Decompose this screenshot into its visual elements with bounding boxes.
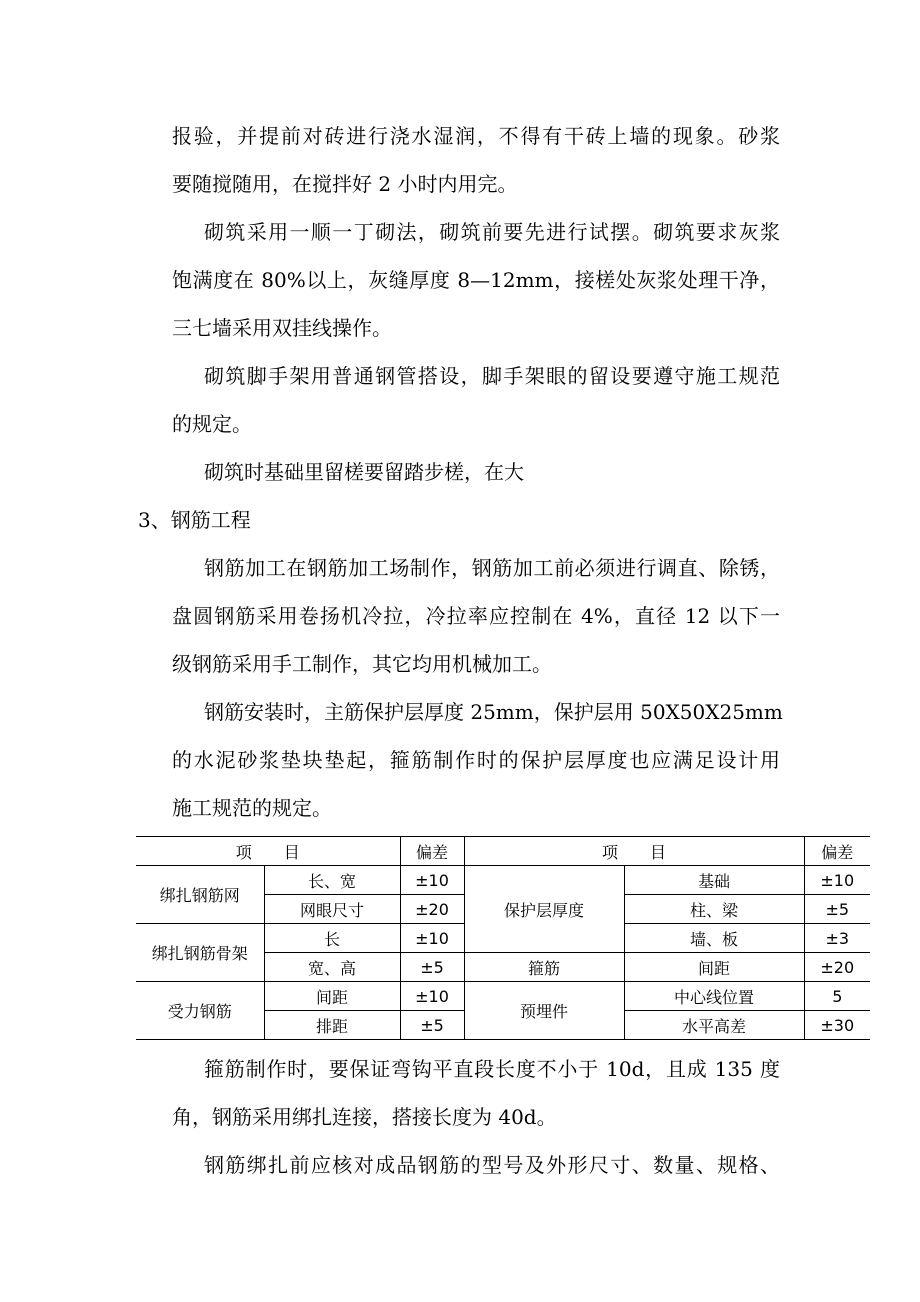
paragraph-line: 的水泥砂浆垫块垫起，箍筋制作时的保护层厚度也应满足设计用 <box>172 748 780 772</box>
table-cell: ±3 <box>804 924 870 953</box>
paragraph-line: 要随搅随用，在搅拌好 2 小时内用完。 <box>172 172 518 196</box>
table-cell: ±20 <box>804 953 870 982</box>
tolerance-table <box>136 836 870 1040</box>
table-cell: 保护层厚度 <box>464 866 624 953</box>
paragraph-line: 砌筑时基础里留槎要留踏步槎，在大 <box>204 460 524 484</box>
paragraph-line: 钢筋绑扎前应核对成品钢筋的型号及外形尺寸、数量、规格、 <box>204 1153 780 1177</box>
table-header-cell: 项 目 <box>136 837 400 866</box>
table-cell: 绑扎钢筋骨架 <box>136 924 264 982</box>
table-cell: ±5 <box>400 953 464 982</box>
table-cell: ±10 <box>400 924 464 953</box>
paragraph-line: 施工规范的规定。 <box>172 796 332 820</box>
paragraph-line: 砌筑脚手架用普通钢管搭设，脚手架眼的留设要遵守施工规范 <box>204 364 780 388</box>
paragraph-line: 砌筑采用一顺一丁砌法，砌筑前要先进行试摆。砌筑要求灰浆 <box>204 220 780 244</box>
paragraph-line: 三七墙采用双挂线操作。 <box>172 316 392 340</box>
section-heading: 3、钢筋工程 <box>138 508 251 532</box>
table-cell: 宽、高 <box>264 953 400 982</box>
table-cell: 中心线位置 <box>624 982 804 1011</box>
paragraph-line: 级钢筋采用手工制作，其它均用机械加工。 <box>172 652 552 676</box>
table-row <box>136 982 870 1011</box>
table-cell: ±10 <box>400 866 464 895</box>
table-cell: 5 <box>804 982 870 1011</box>
table-header-cell: 偏差 <box>804 837 870 866</box>
table-cell: 长、宽 <box>264 866 400 895</box>
paragraph-line: 角，钢筋采用绑扎连接，搭接长度为 40d。 <box>172 1105 557 1129</box>
table-header-row <box>136 837 870 866</box>
table-cell: 长 <box>264 924 400 953</box>
table-cell: 墙、板 <box>624 924 804 953</box>
paragraph-line: 饱满度在 80%以上，灰缝厚度 8—12mm，接槎处灰浆处理干净， <box>172 268 780 292</box>
paragraph-line: 箍筋制作时，要保证弯钩平直段长度不小于 10d，且成 135 度 <box>204 1057 780 1081</box>
paragraph-line: 钢筋安装时，主筋保护层厚度 25mm，保护层用 50X50X25mm <box>204 700 783 724</box>
table-cell: 箍筋 <box>464 953 624 982</box>
table-cell: 排距 <box>264 1011 400 1040</box>
table-row <box>136 866 870 895</box>
paragraph-line: 盘圆钢筋采用卷扬机冷拉，冷拉率应控制在 4%，直径 12 以下一 <box>172 604 780 628</box>
table-cell: ±5 <box>400 1011 464 1040</box>
table-cell: ±5 <box>804 895 870 924</box>
paragraph-line: 的规定。 <box>172 412 252 436</box>
table-cell: ±20 <box>400 895 464 924</box>
table-cell: 水平高差 <box>624 1011 804 1040</box>
table-cell: ±30 <box>804 1011 870 1040</box>
table-cell: 间距 <box>624 953 804 982</box>
table-cell: ±10 <box>804 866 870 895</box>
paragraph-line: 钢筋加工在钢筋加工场制作，钢筋加工前必须进行调直、除锈， <box>204 556 780 580</box>
table-cell: 预埋件 <box>464 982 624 1040</box>
table-cell: 间距 <box>264 982 400 1011</box>
table-cell: 柱、梁 <box>624 895 804 924</box>
paragraph-line: 报验，并提前对砖进行浇水湿润，不得有干砖上墙的现象。砂浆 <box>172 124 780 148</box>
table-header-cell: 偏差 <box>400 837 464 866</box>
table-cell: ±10 <box>400 982 464 1011</box>
table-header-cell: 项 目 <box>464 837 804 866</box>
table-cell: 基础 <box>624 866 804 895</box>
table-cell: 受力钢筋 <box>136 982 264 1040</box>
table-cell: 网眼尺寸 <box>264 895 400 924</box>
table-cell: 绑扎钢筋网 <box>136 866 264 924</box>
